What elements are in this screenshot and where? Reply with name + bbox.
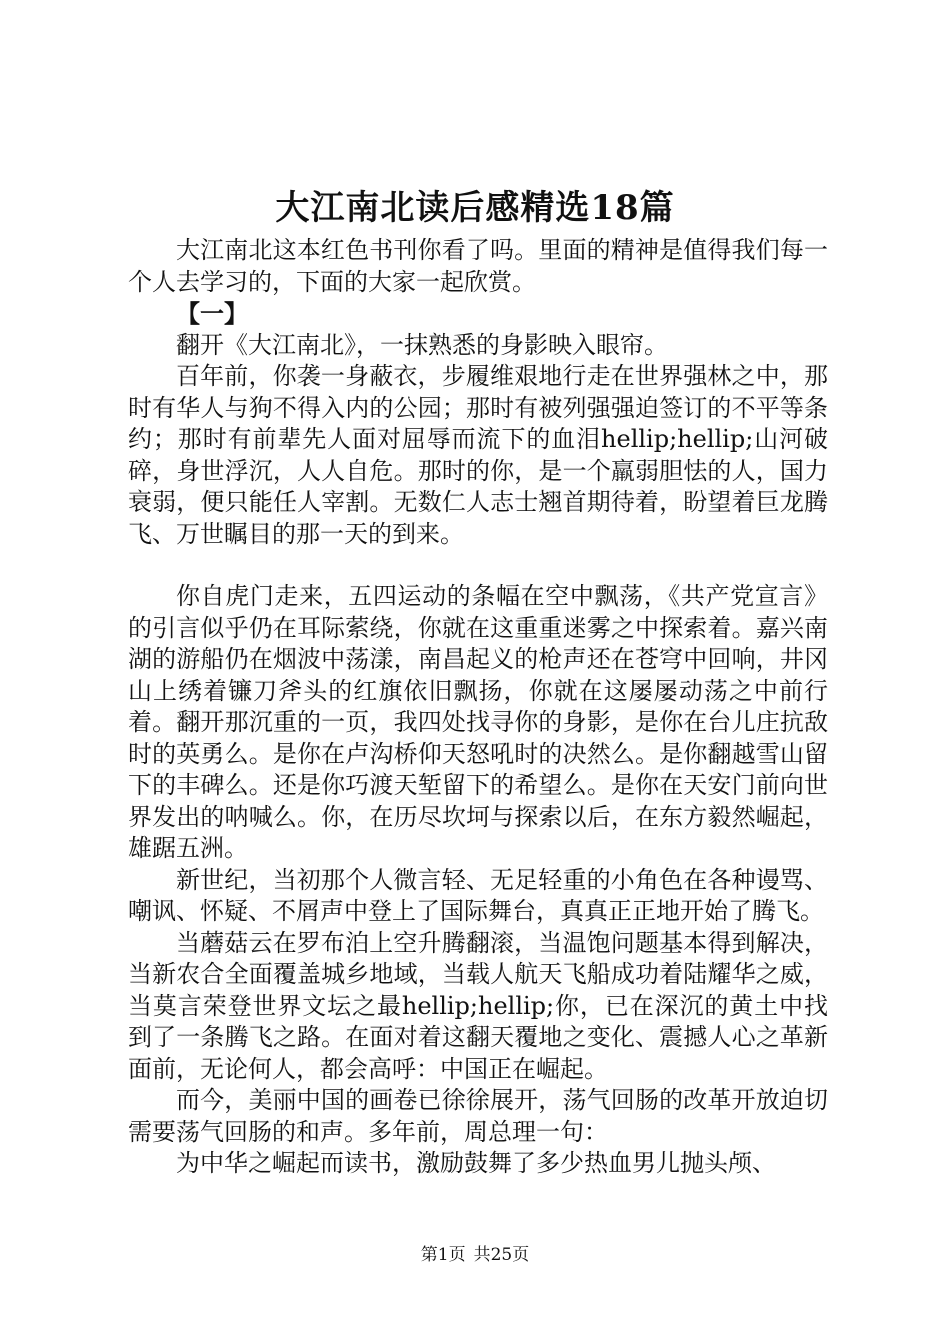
paragraph-intro: 大江南北这本红色书刊你看了吗。里面的精神是值得我们每一个人去学习的，下面的大家一起欣赏。 (128, 236, 828, 296)
paragraph: 百年前，你袭一身蔽衣，步履维艰地行走在世界强林之中，那时有华人与狗不得入内的公园；那时有被列强强迫签订的不平等条约；那时有前辈先人面对屈辱而流下的血泪hellip;hellip;山河破碎，身世浮沉，人人自危。那时的你，是一个羸弱胆怯的人，国力衰弱，便只能任人宰割。无数仁人志士翘首期待着，盼望着巨龙腾飞、万世瞩目的那一天的到来。 (128, 362, 828, 548)
page-footer (0, 1244, 950, 1266)
page-total: 共25页 (473, 1245, 530, 1265)
section-marker: 【一】 (176, 299, 248, 328)
paragraph: 你自虎门走来，五四运动的条幅在空中飘荡，《共产党宣言》的引言似乎仍在耳际萦绕，你就在这重重迷雾之中探索着。嘉兴南湖的游船仍在烟波中荡漾，南昌起义的枪声还在苍穹中回响，井冈山上绣着镰刀斧头的红旗依旧飘扬，你就在这屡屡动荡之中前行着。翻开那沉重的一页，我四处找寻你的身影，是你在台儿庄抗敌时的英勇么。是你在卢沟桥仰天怒吼时的决然么。是你翻越雪山留下的丰碑么。还是你巧渡天堑留下的希望么。是你在天安门前向世界发出的呐喊么。你，在历尽坎坷与探索以后，在东方毅然崛起，雄踞五洲。 (128, 582, 828, 862)
paragraph: 新世纪，当初那个人微言轻、无足轻重的小角色在各种谩骂、嘲讽、怀疑、不屑声中登上了国际舞台，真真正正地开始了腾飞。 (128, 865, 828, 925)
paragraph: 当蘑菇云在罗布泊上空升腾翻滚，当温饱问题基本得到解决，当新农合全面覆盖城乡地域，当载人航天飞船成功着陆耀华之威，当莫言荣登世界文坛之最hellip;hellip;你，已在深沉的黄土中找到了一条腾飞之路。在面对着这翻天覆地之变化、震撼人心之革新面前，无论何人，都会高呼：中国正在崛起。 (128, 928, 828, 1083)
paragraph: 为中华之崛起而读书，激励鼓舞了多少热血男儿抛头颅、 (176, 1149, 776, 1177)
paragraph: 翻开《大江南北》，一抹熟悉的身影映入眼帘。 (176, 330, 668, 359)
document-body (128, 235, 828, 1180)
paragraph: 而今，美丽中国的画卷已徐徐展开，荡气回肠的改革开放迫切需要荡气回肠的和声。多年前，周总理一句： (128, 1086, 828, 1146)
page-number: 第1页 (420, 1245, 466, 1265)
document-title: 大江南北读后感精选18篇 (275, 188, 675, 228)
